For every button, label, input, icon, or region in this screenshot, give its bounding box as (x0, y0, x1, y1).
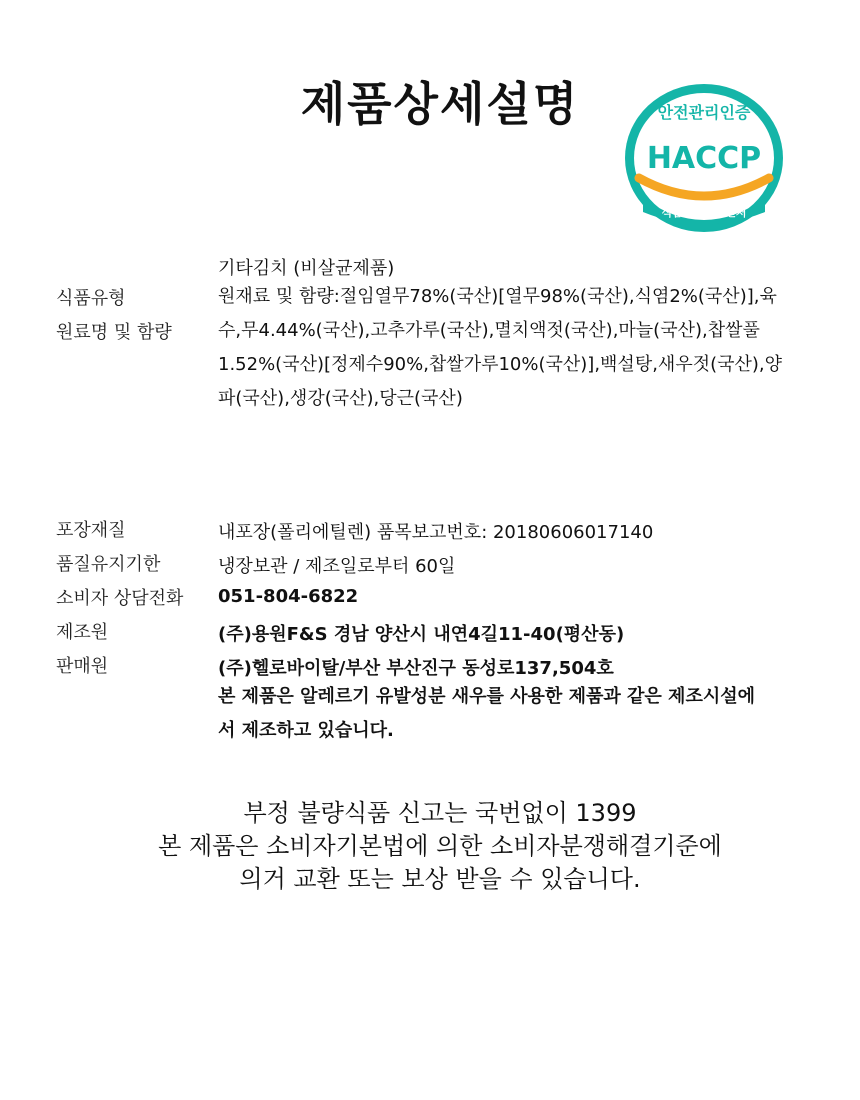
notice-line: 본 제품은 소비자기본법에 의한 소비자분쟁해결기준에 (158, 832, 722, 860)
page-title: 제품상세설명 (300, 77, 580, 131)
ingredients-line: 파(국산),생강(국산),당근(국산) (218, 388, 463, 409)
shelf-life-value: 냉장보관 / 제조일로부터 60일 (218, 556, 456, 577)
phone-value: 051-804-6822 (218, 586, 359, 607)
manufacturer-value: (주)용원F&S 경남 양산시 내연4길11-40(평산동) (218, 624, 625, 645)
food-type-value: 기타김치 (비살균제품) (218, 258, 395, 279)
allergy-notice (218, 680, 818, 748)
badge-top-text: 안전관리인증 (657, 103, 751, 122)
notice-line: 의거 교환 또는 보상 받을 수 있습니다. (239, 865, 641, 893)
haccp-badge (623, 82, 785, 234)
allergy-line: 서 제조하고 있습니다. (218, 720, 394, 741)
phone-label: 소비자 상담전화 (56, 588, 184, 609)
ingredients-value (218, 280, 818, 416)
ingredients-line: 수,무4.44%(국산),고추가루(국산),멸치액젓(국산),마늘(국산),찹쌀풀 (218, 320, 760, 341)
badge-bottom-text: 식품의약품안전처 (661, 206, 747, 219)
allergy-line: 본 제품은 알레르기 유발성분 새우를 사용한 제품과 같은 제조시설에 (218, 686, 755, 707)
seller-label: 판매원 (56, 656, 109, 677)
seller-value: (주)헬로바이탈/부산 부산진구 동성로137,504호 (218, 658, 614, 679)
manufacturer-label: 제조원 (56, 622, 109, 643)
notice-line: 부정 불량식품 신고는 국번없이 1399 (243, 799, 637, 827)
consumer-notice (0, 797, 860, 896)
food-type-label: 식품유형 (56, 288, 126, 309)
ingredients-line: 원재료 및 함량:절임열무78%(국산)[열무98%(국산),식염2%(국산)],육 (218, 286, 777, 307)
shelf-life-label: 품질유지기한 (56, 554, 161, 575)
packaging-label: 포장재질 (56, 520, 126, 541)
badge-main-text: HACCP (646, 141, 762, 176)
ingredients-label: 원료명 및 함량 (56, 322, 172, 343)
ingredients-line: 1.52%(국산)[정제수90%,찹쌀가루10%(국산)],백설탕,새우젓(국산),양 (218, 354, 783, 375)
packaging-value: 내포장(폴리에틸렌) 품목보고번호: 20180606017140 (218, 522, 654, 543)
